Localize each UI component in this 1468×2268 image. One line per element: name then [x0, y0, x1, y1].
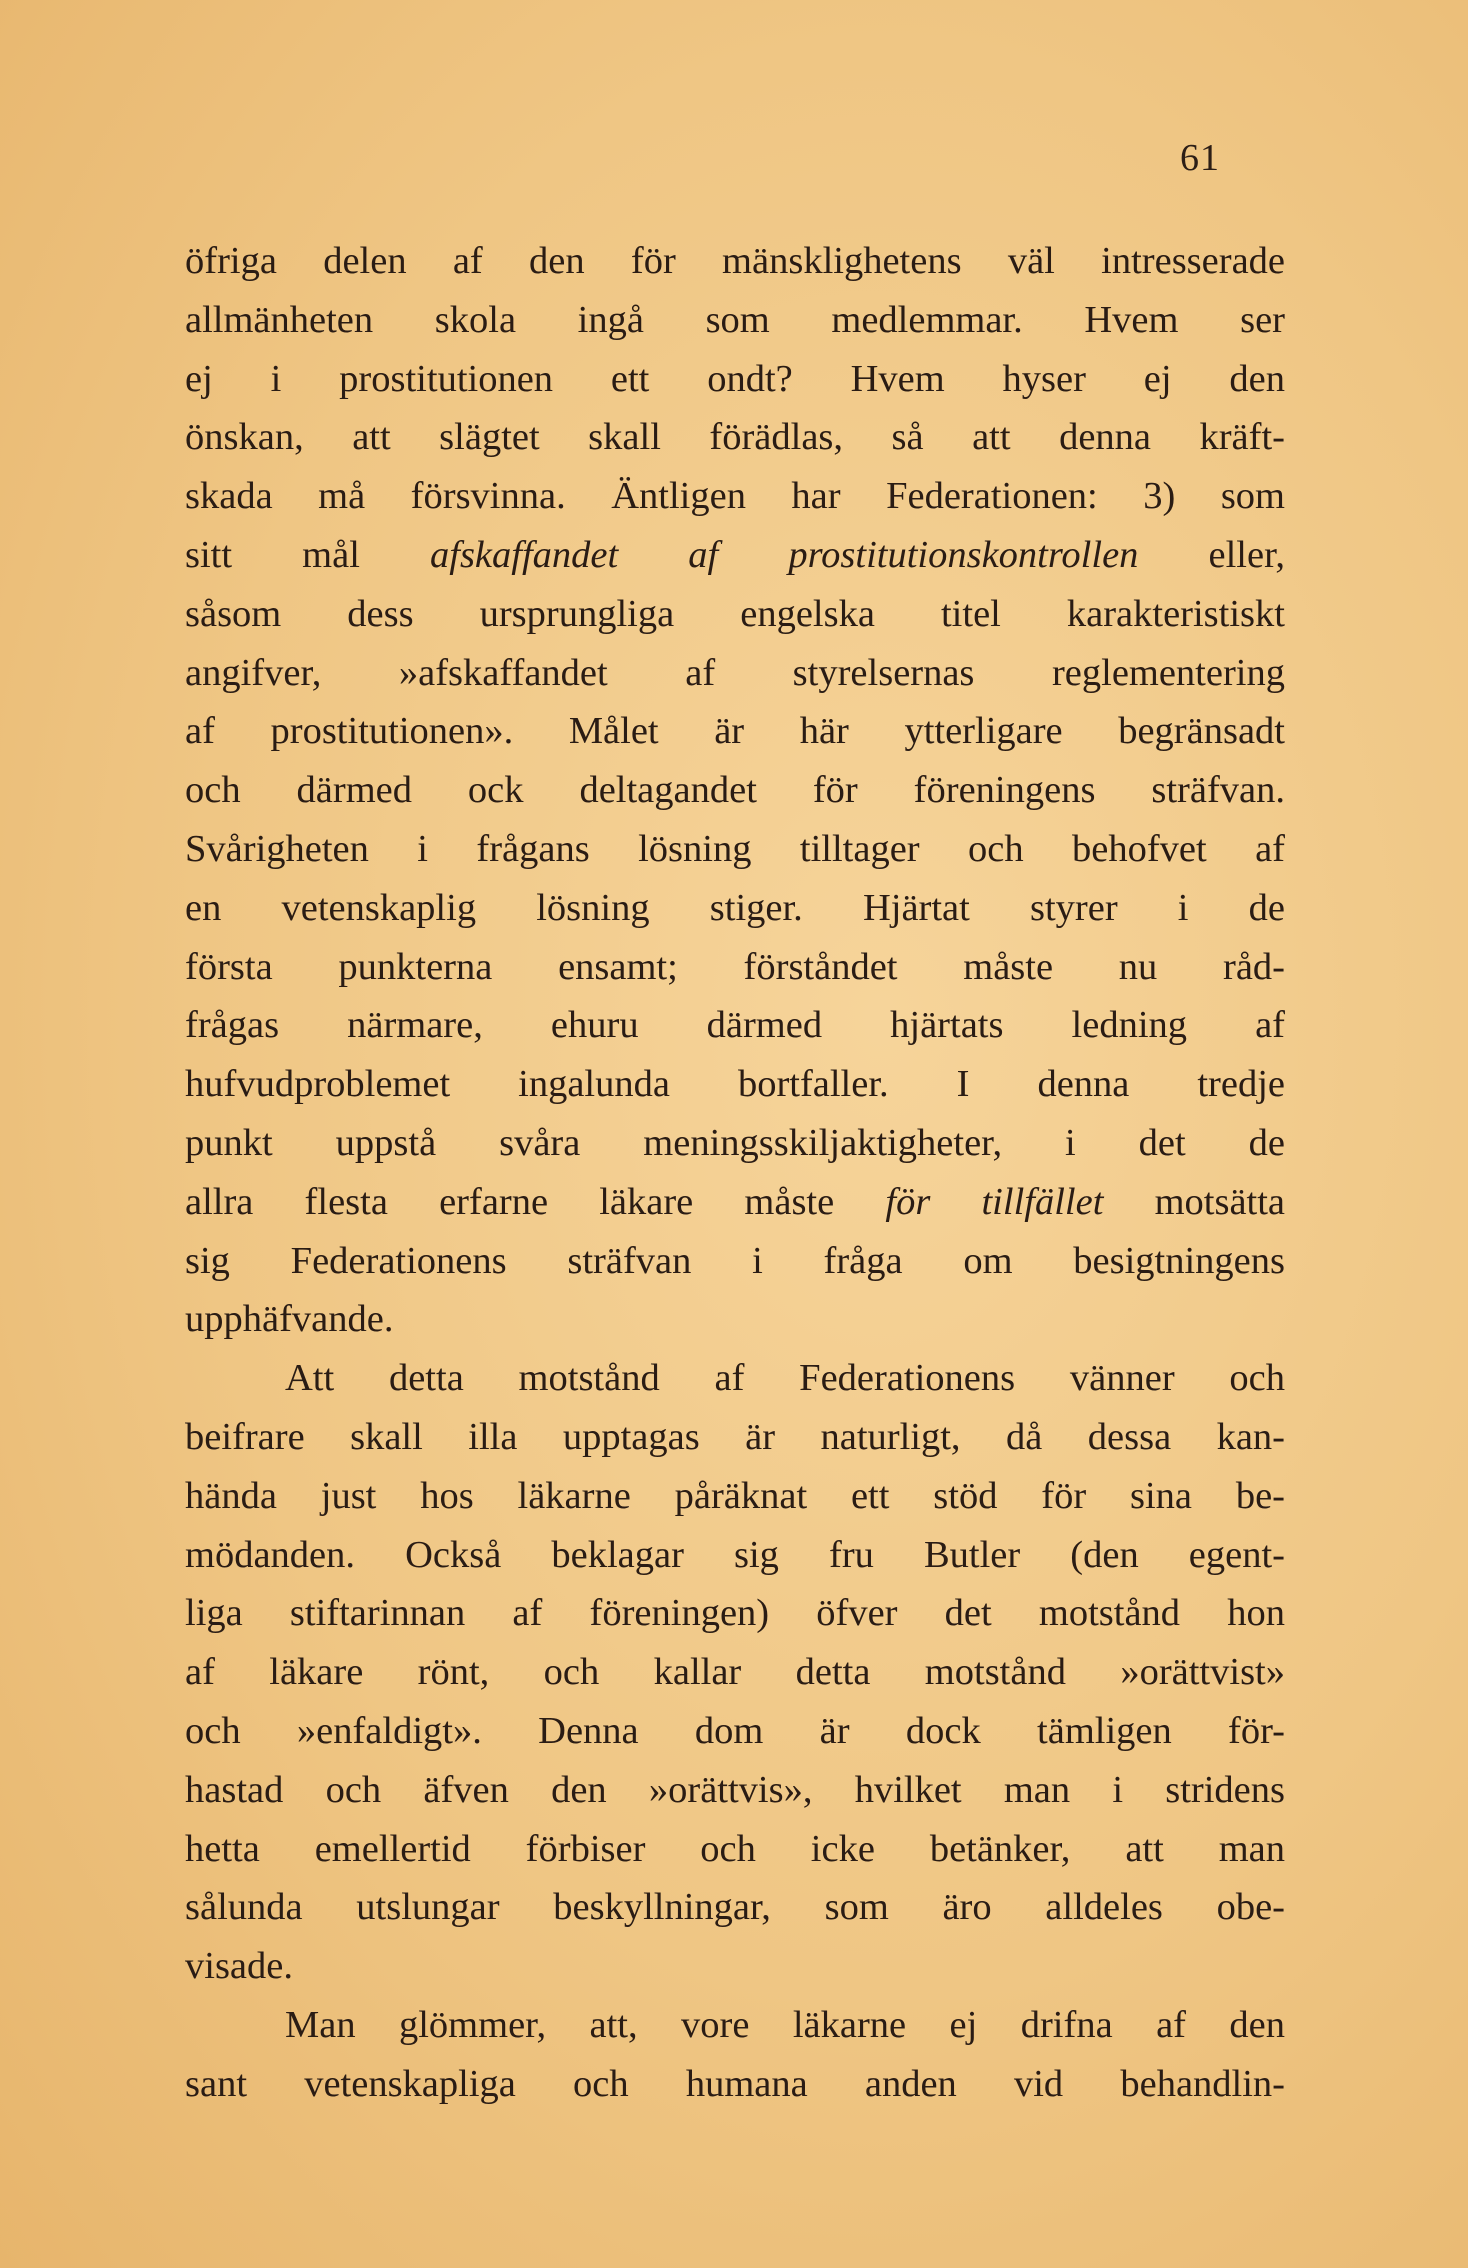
text-line: första punkterna ensamt; förståndet måste nu råd- [185, 945, 1285, 988]
text-line: punkt uppstå svåra meningsskiljaktigheter, i det de [185, 1121, 1285, 1164]
text-line: Svårigheten i frågans lösning tilltager och behofvet af [185, 827, 1285, 870]
text-line: upphäfvande. [185, 1298, 394, 1341]
text-line: hastad och äfven den »orättvis», hvilket man i stridens [185, 1768, 1285, 1811]
text-line: skada må försvinna. Äntligen har Federationen: 3) som [185, 475, 1285, 518]
text-line: sant vetenskapliga och humana anden vid behandlin- [185, 2062, 1285, 2105]
text-line: af läkare rönt, och kallar detta motstånd »orättvist» [185, 1651, 1285, 1694]
text-line: hetta emellertid förbiser och icke betänker, att man [185, 1827, 1285, 1870]
text-line: liga stiftarinnan af föreningen) öfver det motstånd hon [185, 1592, 1285, 1635]
italic-emphasis: för tillfället [885, 1180, 1104, 1223]
page-number: 61 [1180, 137, 1220, 179]
text-segment: eller, [1138, 533, 1285, 576]
text-line: hufvudproblemet ingalunda bortfaller. I denna tredje [185, 1063, 1285, 1106]
text-line: önskan, att slägtet skall förädlas, så att denna kräft- [185, 416, 1285, 459]
text-line: sig Federationens sträfvan i fråga om besigtningens [185, 1239, 1285, 1282]
text-line [185, 526, 1285, 585]
text-line: och därmed ock deltagandet för föreningens sträfvan. [185, 769, 1285, 812]
text-line: visade. [185, 1945, 293, 1988]
text-line: och »enfaldigt». Denna dom är dock tämligen för- [185, 1709, 1285, 1752]
text-line: Att detta motstånd af Federationens vänner och [285, 1357, 1285, 1400]
text-line: angifver, »afskaffandet af styrelsernas reglementering [185, 651, 1285, 694]
text-segment: allra flesta erfarne läkare måste [185, 1180, 886, 1223]
text-line: sålunda utslungar beskyllningar, som äro alldeles obe- [185, 1886, 1285, 1929]
text-line: hända just hos läkarne påräknat ett stöd för sina be- [185, 1474, 1285, 1517]
text-line: en vetenskaplig lösning stiger. Hjärtat styrer i de [185, 886, 1285, 929]
text-segment: sitt mål [185, 533, 430, 576]
text-line: ej i prostitutionen ett ondt? Hvem hyser ej den [185, 357, 1285, 400]
text-line: af prostitutionen». Målet är här ytterligare begränsadt [185, 710, 1285, 753]
body-text [185, 232, 1285, 2114]
text-line: frågas närmare, ehuru därmed hjärtats ledning af [185, 1004, 1285, 1047]
text-line: Man glömmer, att, vore läkarne ej drifna af den [285, 2003, 1285, 2046]
text-line [185, 1173, 1285, 1232]
text-line: såsom dess ursprungliga engelska titel karakteristiskt [185, 592, 1285, 635]
text-segment: motsätta [1103, 1180, 1285, 1223]
text-line: mödanden. Också beklagar sig fru Butler (den egent- [185, 1533, 1285, 1576]
text-line: beifrare skall illa upptagas är naturligt, då dessa kan- [185, 1415, 1285, 1458]
text-line: allmänheten skola ingå som medlemmar. Hvem ser [185, 298, 1285, 341]
italic-emphasis: afskaffandet af prostitutionskontrollen [430, 533, 1139, 576]
text-line: öfriga delen af den för mänsklighetens väl intresserade [185, 240, 1285, 282]
